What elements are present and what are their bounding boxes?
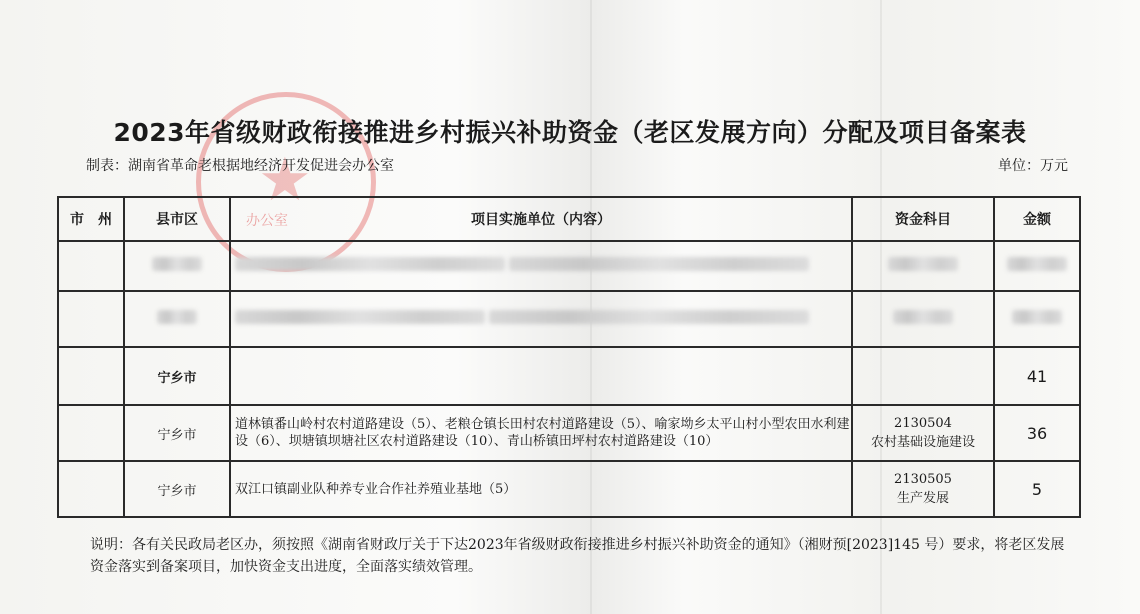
cell-county: 宁乡市: [124, 461, 230, 517]
redacted-row: [58, 291, 1080, 347]
redacted-cell: [58, 241, 124, 291]
redacted-cell: [852, 291, 994, 347]
redacted-row: [58, 241, 1080, 291]
cell-county: 宁乡市: [124, 405, 230, 461]
table-row: [58, 461, 1080, 517]
table-row: [58, 405, 1080, 461]
cell-content: 道林镇番山岭村农村道路建设（5）、老粮仓镇长田村农村道路建设（5）、喻家坳乡太平山村小型农田水利建设（6）、坝塘镇坝塘社区农村道路建设（10）、青山桥镇田坪村农村道路建设（10）: [230, 405, 852, 461]
cell-subject: [852, 347, 994, 405]
redacted-cell: [994, 241, 1080, 291]
cell-county: 宁乡市: [124, 347, 230, 405]
redacted-cell: [124, 291, 230, 347]
table-row: [58, 347, 1080, 405]
subject-name: 农村基础设施建设: [870, 435, 975, 450]
cell-amount: 41: [994, 347, 1080, 405]
cell-subject: [852, 461, 994, 517]
redacted-cell: [124, 241, 230, 291]
header-content: 项目实施单位（内容）: [230, 197, 852, 241]
redacted-cell: [994, 291, 1080, 347]
table-header-row: [58, 197, 1080, 241]
header-subject: 资金科目: [852, 197, 994, 241]
cell-city: [58, 347, 124, 405]
subject-code: 2130505: [894, 472, 952, 487]
subject-code: 2130504: [894, 416, 952, 431]
seal-star-icon: ★: [258, 145, 312, 215]
redacted-cell: [230, 291, 852, 347]
cell-amount: 36: [994, 405, 1080, 461]
cell-content: [230, 347, 852, 405]
document-unit: 单位：万元: [998, 158, 1068, 174]
header-amount: 金额: [994, 197, 1080, 241]
cell-amount: 5: [994, 461, 1080, 517]
redacted-cell: [852, 241, 994, 291]
allocation-table: [57, 196, 1081, 518]
cell-city: [58, 461, 124, 517]
document-note: 说明：各有关民政局老区办，须按照《湖南省财政厅关于下达2023年省级财政衔接推进乡村振兴补助资金的通知》（湘财预[2023]145 号）要求，将老区发展资金落实到备案项目，加快资金支出进度，全面落实绩效管理。: [90, 537, 1065, 575]
document-maker: 制表：湖南省革命老根据地经济开发促进会办公室: [86, 158, 394, 174]
redacted-cell: [230, 241, 852, 291]
cell-content: 双江口镇副业队种养专业合作社养殖业基地（5）: [230, 461, 852, 517]
seal-text: 办公室: [246, 213, 288, 229]
header-city: 市 州: [58, 197, 124, 241]
redacted-cell: [58, 291, 124, 347]
header-county: 县市区: [124, 197, 230, 241]
subject-name: 生产发展: [896, 491, 949, 506]
cell-city: [58, 405, 124, 461]
document-title: 2023年省级财政衔接推进乡村振兴补助资金（老区发展方向）分配及项目备案表: [113, 118, 1027, 147]
cell-subject: [852, 405, 994, 461]
